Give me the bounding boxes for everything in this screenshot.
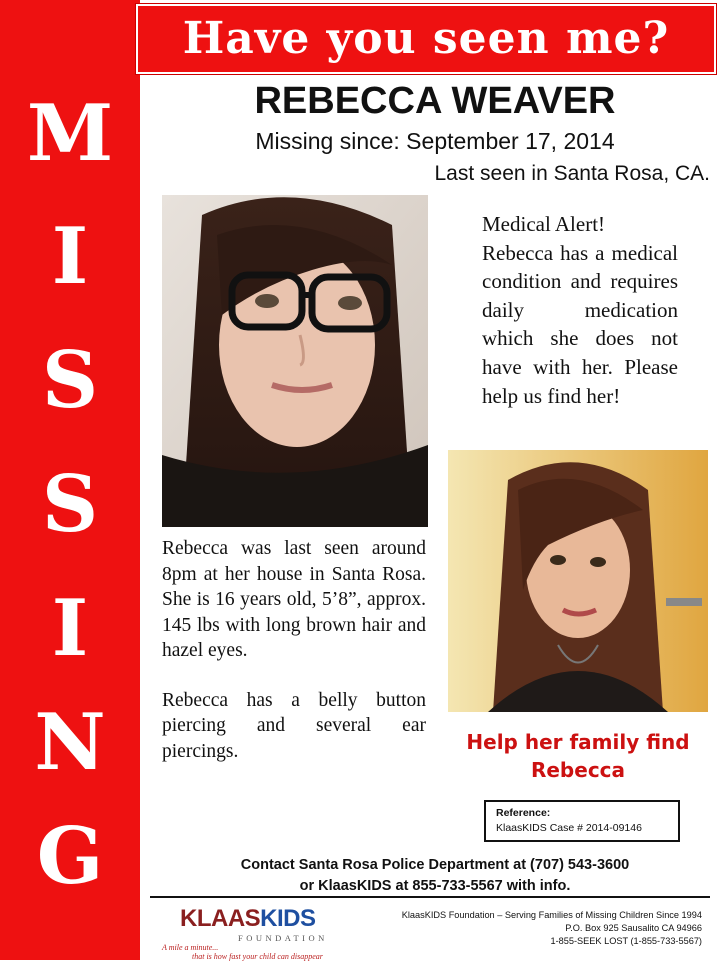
- logo-wordmark: [180, 905, 316, 933]
- logo-wordmark-kids: KIDS: [260, 905, 316, 932]
- foundation-contact-info: [402, 909, 702, 948]
- help-find-text: [448, 728, 708, 784]
- sidebar-letter: I: [51, 211, 89, 302]
- medical-alert-body: Rebecca has a medical condition and requires daily medication which she does not have with her. Please help us find her!: [482, 240, 678, 408]
- missing-since: Missing since: September 17, 2014: [255, 128, 615, 154]
- person-name: REBECCA WEAVER: [254, 80, 616, 122]
- help-line-1: Help her family find: [466, 730, 690, 754]
- contact-info: [150, 855, 720, 897]
- sidebar-letter: I: [51, 583, 89, 674]
- missing-sidebar: [0, 0, 140, 960]
- footer-line-2: P.O. Box 925 Sausalito CA 94966: [565, 923, 702, 933]
- headline-text: Have you seen me?: [182, 13, 670, 64]
- medical-alert-heading: Medical Alert!: [482, 212, 606, 236]
- klaaskids-logo: [160, 903, 360, 960]
- contact-police: Contact Santa Rosa Police Department at (707) 543-3600: [240, 857, 630, 873]
- sidebar-letter: S: [41, 459, 99, 550]
- logo-subtitle: FOUNDATION: [238, 933, 328, 943]
- sidebar-letter: G: [36, 811, 104, 902]
- footer-line-3: 1-855-SEEK LOST (1-855-733-5567): [550, 936, 702, 946]
- logo-wordmark-klaas: KLAAS: [180, 905, 261, 932]
- description-physical: Rebecca was last seen around 8pm at her house in Santa Rosa. She is 16 years old, 5’8”, approx. 145 lbs with long brown hair and hazel eyes.: [162, 538, 426, 661]
- missing-person-photo-2: [448, 450, 708, 712]
- description-piercings: Rebecca has a belly button piercing and several ear piercings.: [162, 689, 426, 762]
- headline-banner: [136, 4, 716, 74]
- sidebar-letter: N: [34, 697, 106, 788]
- logo-tagline-2: that is how fast your child can disappear: [192, 952, 323, 961]
- footer-line-1: KlaasKIDS Foundation – Serving Families of Missing Children Since 1994: [401, 910, 702, 920]
- selfie-illustration: [448, 450, 708, 712]
- reference-case-number: KlaasKIDS Case # 2014-09146: [496, 822, 642, 834]
- contact-klaaskids: or KlaasKIDS at 855-733-5567 with info.: [299, 878, 571, 894]
- portrait-illustration: [162, 195, 428, 527]
- last-seen-location: Last seen in Santa Rosa, CA.: [434, 162, 710, 185]
- logo-tagline-1: A mile a minute...: [162, 943, 219, 952]
- sidebar-letter: M: [26, 88, 114, 179]
- help-line-2: Rebecca: [530, 758, 626, 782]
- logo-tagline: [162, 943, 323, 961]
- description: [162, 536, 426, 788]
- sidebar-letter: S: [41, 335, 99, 426]
- reference-box: [484, 800, 680, 842]
- footer-divider: [150, 896, 710, 898]
- medical-alert: [482, 210, 678, 410]
- missing-person-photo-1: [162, 195, 428, 527]
- reference-label: Reference:: [496, 807, 551, 819]
